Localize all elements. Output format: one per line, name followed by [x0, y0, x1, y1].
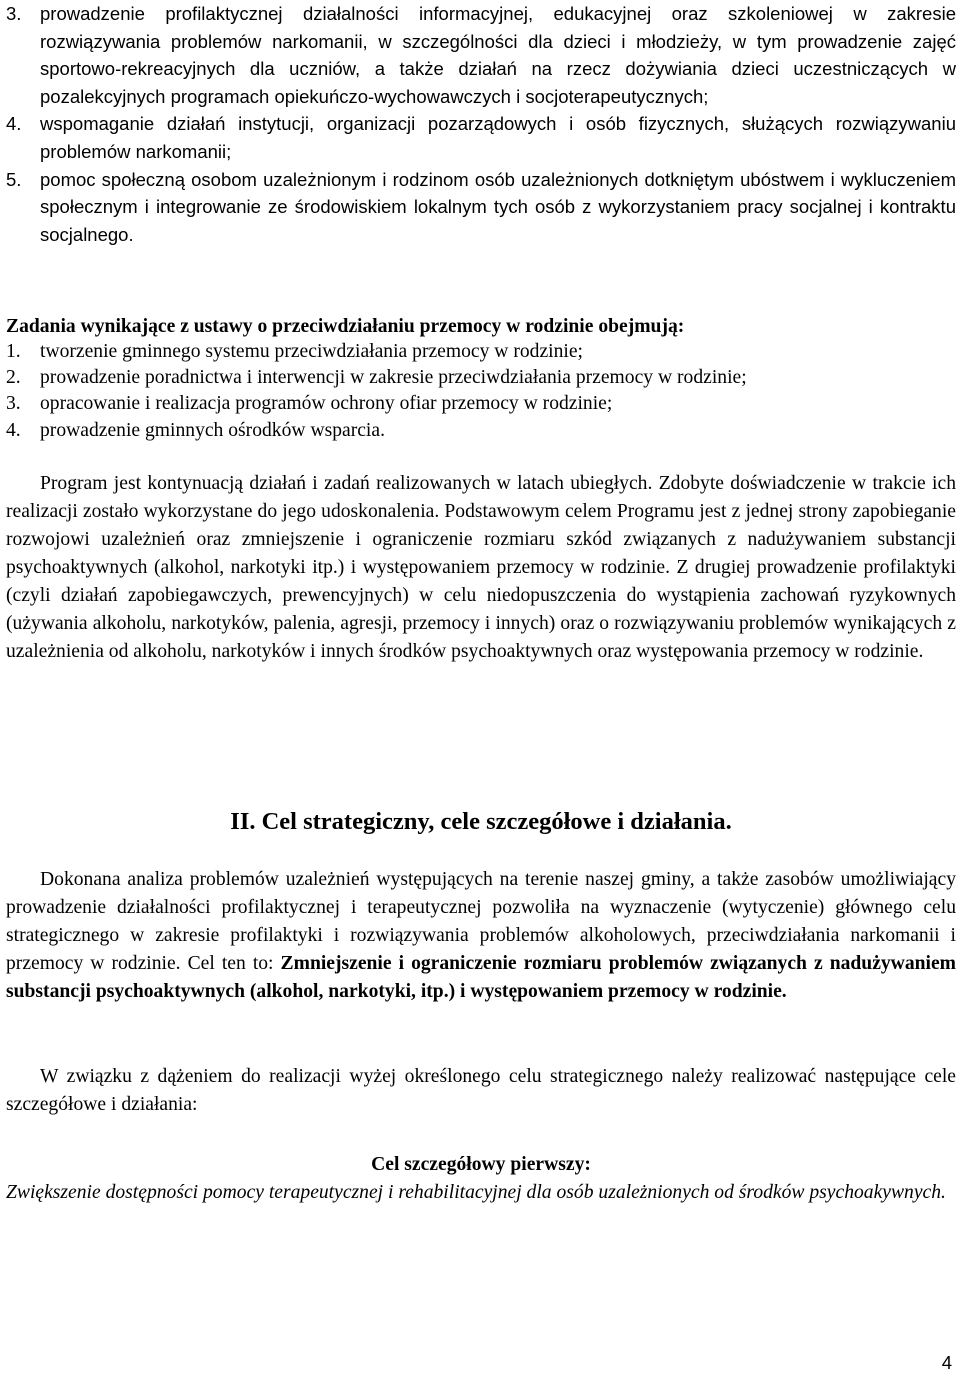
- goal-one-text: Zwiększenie dostępności pomocy terapeutycznej i rehabilitacyjnej dla osób uzależnionych od środków psychoakywnych.: [6, 1182, 946, 1203]
- list-item-text: opracowanie i realizacja programów ochrony ofiar przemocy w rodzinie;: [40, 393, 613, 415]
- list-item-number: 1.: [6, 341, 21, 362]
- list-item-text: wspomaganie działań instytucji, organizacji pozarządowych i osób fizycznych, służących rozwiązywaniu problemów narkomanii;: [40, 113, 956, 162]
- list-item-text: tworzenie gminnego systemu przeciwdziałania przemocy w rodzinie;: [40, 341, 583, 362]
- analysis-text: Dokonana analiza problemów uzależnień występujących na terenie naszej gminy, a także zasobów umożliwiający prowadzenie działalności profilaktycznej i terapeutycznej pozwoliła na wyznaczenie (wytyczenie) głównego celu strategicznego w zakresie profilaktyki i rozwiązywania problemów alkoholowych, przeciwdziałania narkomanii i przemocy w rodzinie. Cel ten to:: [6, 869, 956, 974]
- section-title: II. Cel strategiczny, cele szczegółowe i działania.: [230, 808, 732, 835]
- list-item-number: 4.: [6, 419, 21, 441]
- goals-intro-paragraph: W związku z dążeniem do realizacji wyżej określonego celu strategicznego należy realizować następujące cele szczegółowe i działania:: [6, 1066, 956, 1115]
- list-item: [6, 166, 956, 249]
- violence-task-list: [6, 339, 956, 444]
- list-item-number: 3.: [6, 393, 21, 415]
- list-item: [6, 418, 956, 444]
- violence-tasks-heading: Zadania wynikające z ustawy o przeciwdziałaniu przemocy w rodzinie obejmują:: [6, 316, 685, 337]
- list-item-text: prowadzenie poradnictwa i interwencji w zakresie przeciwdziałania przemocy w rodzinie;: [40, 367, 747, 389]
- list-item: [6, 391, 956, 417]
- analysis-paragraph: [6, 866, 956, 1006]
- list-item: [6, 339, 956, 365]
- page-number: 4: [941, 1352, 952, 1373]
- list-item-text: prowadzenie gminnych ośrodków wsparcia.: [40, 419, 385, 441]
- list-item-number: 2.: [6, 367, 21, 389]
- strategic-goal: Zmniejszenie i ograniczenie rozmiaru problemów związanych z nadużywaniem substancji psychoaktywnych (alkohol, narkotyki, itp.) i występowaniem przemocy w rodzinie.: [6, 953, 956, 1002]
- list-item-number: 3.: [6, 3, 22, 24]
- task-list-narcotics: [6, 0, 956, 248]
- list-item-number: 5.: [6, 168, 22, 190]
- list-item: [6, 365, 956, 391]
- goal-one-heading: Cel szczegółowy pierwszy:: [371, 1154, 591, 1175]
- list-item-text: prowadzenie profilaktycznej działalności informacyjnej, edukacyjnej oraz szkoleniowej w zakresie rozwiązywania problemów narkomanii, w szczególności dla dzieci i młodzieży, w tym prowadzenie zajęć sportowo-rekreacyjnych dla uczniów, a także działań na rzecz dożywiania dzieci uczestniczących w pozalekcyjnych programach opiekuńczo-wychowawczych i socjoterapeutycznych;: [40, 3, 956, 107]
- list-item-text: pomoc społeczną osobom uzależnionym i rodzinom osób uzależnionych dotkniętym ubóstwem i wykluczeniem społecznym i integrowanie ze środowiskiem lokalnym tych osób z wykorzystaniem pracy socjalnej i kontraktu socjalnego.: [40, 168, 956, 245]
- list-item-number: 4.: [6, 113, 22, 135]
- program-paragraph: Program jest kontynuacją działań i zadań realizowanych w latach ubiegłych. Zdobyte doświadczenie w trakcie ich realizacji zostało wykorzystane do jego udoskonalenia. Podstawowym celem Programu jest z jednej strony zapobieganie rozwojowi uzależnień oraz zmniejszenie i ograniczenie rozmiaru szkód związanych z nadużywaniem substancji psychoaktywnych (alkohol, narkotyki itp.) i występowaniem przemocy w rodzinie. Z drugiej prowadzenie profilaktyki (czyli działań zapobiegawczych, prewencyjnych) w celu niedopuszczenia do wystąpienia zachowań ryzykownych (używania alkoholu, narkotyków, palenia, agresji, przemocy i innych) oraz o rozwiązywaniu problemów wynikających z uzależnienia od alkoholu, narkotyków i innych środków psychoaktywnych oraz występowania przemocy w rodzinie.: [6, 473, 956, 662]
- list-item: [6, 110, 956, 165]
- list-item: [6, 0, 956, 110]
